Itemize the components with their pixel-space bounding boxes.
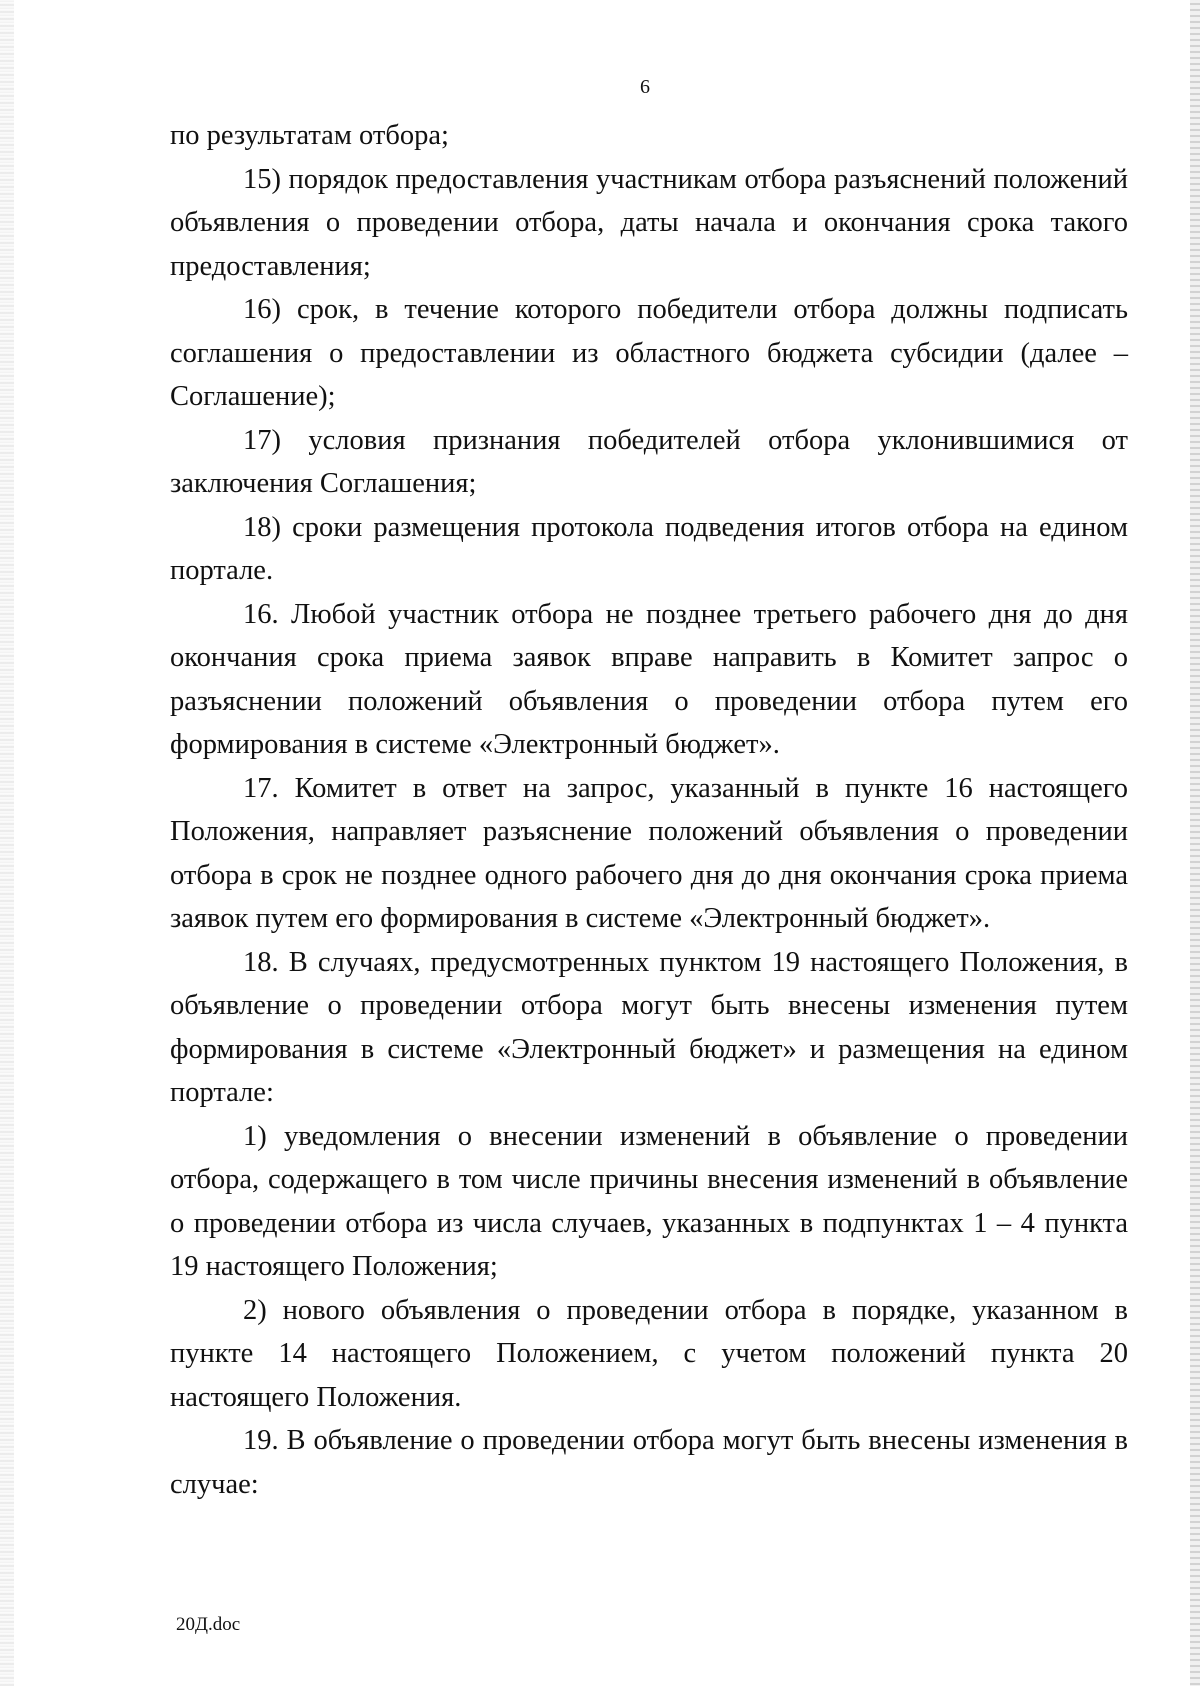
clause-18: 18. В случаях, предусмотренных пунктом 19 настоящего Положения, в объявление о проведении отбора могут быть внесены изменения путем формирования в системе «Электронный бюджет» и размещения на едином портале: <box>170 946 1128 1108</box>
clause-18-subitem-2: 2) нового объявления о проведении отбора в порядке, указанном в пункте 14 настоящего Положением, с учетом положений пункта 20 настоящего Положения. <box>170 1294 1128 1413</box>
list-item-16: 16) срок, в течение которого победители отбора должны подписать соглашения о предоставлении из областного бюджета субсидии (далее – Соглашение); <box>170 294 1128 412</box>
list-item-17: 17) условия признания победителей отбора уклонившимися от заключения Соглашения; <box>170 424 1128 499</box>
scan-edge-right <box>1190 0 1200 1686</box>
scan-edge-left <box>0 0 14 1686</box>
footer-filename: 20Д.doc <box>176 1614 241 1635</box>
list-item-18: 18) сроки размещения протокола подведения итогов отбора на едином портале. <box>170 511 1128 586</box>
paragraph-continuation: по результатам отбора; <box>170 120 449 151</box>
clause-18-subitem-1: 1) уведомления о внесении изменений в объявление о проведении отбора, содержащего в том числе причины внесения изменений в объявление о проведении отбора из числа случаев, указанных в подпунктах 1 – 4 пункта 19 настоящего Положения; <box>170 1120 1128 1282</box>
page-number: 6 <box>640 76 650 98</box>
clause-17: 17. Комитет в ответ на запрос, указанный в пункте 16 настоящего Положения, направляет разъяснение положений объявления о проведении отбора в срок не позднее одного рабочего дня до дня окончания срока приема заявок путем его формирования в системе «Электронный бюджет». <box>170 772 1128 934</box>
clause-19: 19. В объявление о проведении отбора могут быть внесены изменения в случае: <box>170 1425 1128 1500</box>
document-body <box>170 114 1128 1506</box>
list-item-15: 15) порядок предоставления участникам отбора разъяснений положений объявления о проведении отбора, даты начала и окончания срока такого предоставления; <box>170 163 1128 282</box>
clause-16: 16. Любой участник отбора не позднее третьего рабочего дня до дня окончания срока приема заявок вправе направить в Комитет запрос о разъяснении положений объявления о проведении отбора путем его формирования в системе «Электронный бюджет». <box>170 598 1128 760</box>
